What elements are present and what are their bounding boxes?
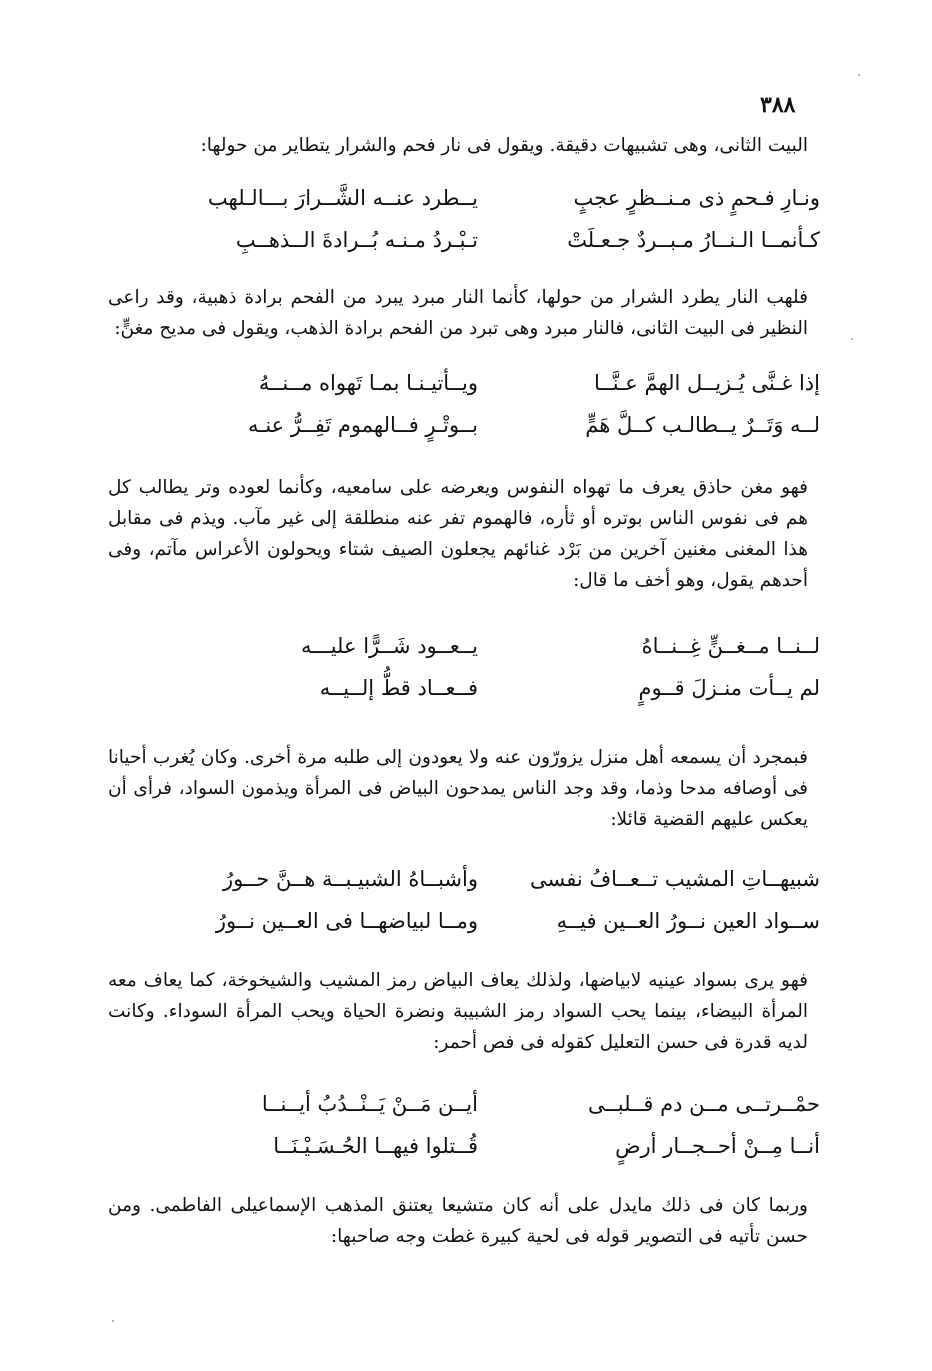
hemistich-second: بــوتْـرٍ فــالهموم تَفِــرُّ عنـه	[247, 413, 478, 437]
hemistich-first: شبيهــاتِ المشيب تــعــافُ نفسى	[530, 867, 820, 891]
hemistich-second: وأشبــاهُ الشبيـبــة هــنَّ حــورُ	[223, 867, 478, 891]
hemistich-first: إذا غـنَّى يُـزيــل الهمَّ عـنَّــا	[594, 371, 820, 395]
hemistich-first: ونـارِ فـحمٍ ذى مـنــظرٍ عجبٍ	[573, 186, 820, 210]
hemistich-first: أنــا مِــنْ أحــجــار أرضٍ	[615, 1134, 820, 1158]
verse	[100, 362, 820, 404]
paragraph-5: فهو يرى بسواد عينيه لابياضها، ولذلك يعاف البياض رمز المشيب والشيخوخة، كما يعاف معه المرأة البيضاء، بينما يحب السواد رمز الشبيبة ونضرة الحياة ويحب المرأة السوداء. وكانت لديه قدرة فى حسن التعليل كقوله فى فص أحمر:	[108, 970, 808, 1053]
hemistich-first: كـأنمــا الـنــارُ مـبــردٌ جـعـلَتْ	[567, 228, 820, 252]
hemistich-first: لم يــأت منـزلَ قــومٍ	[638, 676, 820, 700]
poem-2	[100, 362, 820, 446]
hemistich-second: تـبْـردُ مـنـه بُــرادةَ الــذهــبِ	[235, 228, 478, 252]
verse	[100, 404, 820, 446]
poem-4	[100, 858, 820, 942]
scan-speck	[858, 74, 860, 76]
paragraph-4: فبمجرد أن يسمعه أهل منزل يزورّون عنه ولا يعودون إلى طلبه مرة أخرى. وكان يُغرب أحيانا فى أوصافه مدحا وذما، وقد وجد الناس يمدحون البياض فى المرأة ويذمون السواد، فرأى أن يعكس عليهم القضية قائلا:	[108, 747, 808, 830]
poem-3	[100, 625, 820, 709]
hemistich-first: لــه وَتَــرٌ يــطالـب كــلَّ هَمٍّ	[585, 413, 820, 437]
hemistich-second: فــعــاد قطُّ إلــيــه	[319, 676, 478, 700]
hemistich-second: يــعــود شَــرًّا عليـــه	[301, 634, 478, 658]
scan-speck	[112, 1320, 114, 1322]
paragraph-1: البيت الثانى، وهى تشبيهات دقيقة. ويقول فى نار فحم والشرار يتطاير من حولها:	[200, 135, 808, 156]
hemistich-second: ويــأتيـنـا بمـا تَهواه مــنــهُ	[258, 371, 478, 395]
poem-5	[100, 1083, 820, 1167]
hemistich-first: ســواد العين نــورُ العــين فيــهِ	[556, 909, 820, 933]
paragraph-2: فلهب النار يطرد الشرار من حولها، كأنما النار مبرد يبرد من الفحم برادة ذهبية، وقد راعى النظير فى البيت الثانى، فالنار مبرد وهى تبرد من الفحم برادة الذهب، ويقول فى مديح مغنٍّ:	[108, 287, 808, 339]
page-number: ٣٨٨	[760, 92, 796, 118]
paragraph-3: فهو مغن حاذق يعرف ما تهواه النفوس ويعرضه على سامعيه، وكأنما لعوده وتر يطالب كل هم فى نفوس الناس بوتره أو ثأره، فالهموم تفر عنه منطلقة إلى غير مآب. ويذم فى مقابل هذا المغنى مغنين آخرين من بَرْد غنائهم يجعلون الصيف شتاء ويحولون الأعراس مآتم، وفى أحدهم يقول، وهو أخف ما قال:	[108, 477, 808, 591]
verse	[100, 1083, 820, 1125]
hemistich-second: ومــا لبياضهــا فى العــين نــورُ	[215, 909, 478, 933]
verse	[100, 1125, 820, 1167]
scan-speck	[851, 338, 853, 340]
hemistich-second: قُــتلوا فيهــا الحُـسَـيْـنَــا	[273, 1134, 478, 1158]
verse	[100, 219, 820, 261]
hemistich-first: حمْــرتــى مــن دم قــلبــى	[587, 1092, 820, 1116]
verse	[100, 667, 820, 709]
verse	[100, 858, 820, 900]
hemistich-first: لــنــا مــغــنٍّ غِــنــاهُ	[641, 634, 820, 658]
paragraph-6: وربما كان فى ذلك مايدل على أنه كان متشيعا يعتنق المذهب الإسماعيلى الفاطمى. ومن حسن تأتيه فى التصوير قوله فى لحية كبيرة غطت وجه صاحبها:	[108, 1195, 808, 1247]
hemistich-second: أيــن مَــنْ يَــنْــدُبُ أيــنــا	[261, 1092, 478, 1116]
poem-1	[100, 177, 820, 261]
verse	[100, 900, 820, 942]
verse	[100, 625, 820, 667]
hemistich-second: يــطرد عنــه الشَّــرارَ بـــالـلهب	[207, 186, 478, 210]
verse	[100, 177, 820, 219]
